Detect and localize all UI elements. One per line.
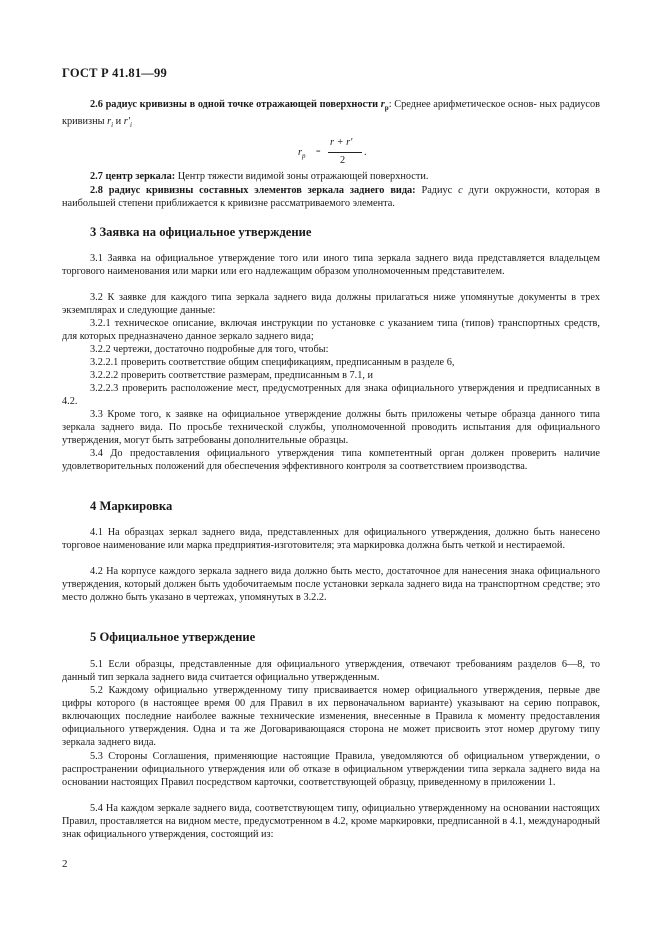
page-number: 2	[62, 858, 68, 870]
paragraph-5-1: 5.1 Если образцы, представленные для официального утверждения, отвечают требованиям разделов 6—8, то данный тип зеркала заднего вида считается официально утвержденным.	[62, 659, 600, 684]
paragraph-3-2-2: 3.2.2 чертежи, достаточно подробные для того, чтобы:	[90, 344, 329, 355]
paragraph-4-1: 4.1 На образцах зеркал заднего вида, представленных для официального утверждения, должно быть нанесено торговое наименование или марка предприятия-изготовителя; эта маркировка должна быть четкой и нестираемой.	[62, 527, 600, 552]
paragraph-5-4: 5.4 На каждом зеркале заднего вида, соответствующем типу, официально утвержденному на основании настоящих Правил, проставляется на видном месте, предусмотренном в 4.2, кроме маркировки, предписанной в 4.1, международный знак официального утверждения, состоящий из:	[62, 803, 600, 841]
fraction-bar	[328, 152, 362, 153]
section-3-heading: 3 Заявка на официальное утверждение	[90, 225, 312, 239]
paragraph-4-2: 4.2 На корпусе каждого зеркала заднего вида должно быть место, достаточное для нанесения знака официального утверждения, который должен быть удобочитаемым после установки зеркала заднего вида на транспортном средстве; это место должно быть указано в чертежах, упомянутых в 3.2.2.	[62, 566, 600, 604]
formula-rp: $r_p$ = r + r' 2 .	[298, 137, 367, 166]
paragraph-3-3: 3.3 Кроме того, к заявке на официальное утверждение должны быть приложены четыре образца данного типа зеркала заднего вида. По просьбе технической службы, уполномоченной проводить испытания для официального утверждения, могут быть затребованы дополнительные образцы.	[62, 409, 600, 447]
symbol-rp: r	[380, 99, 385, 110]
paragraph-3-2-1: 3.2.1 техническое описание, включая инструкции по установке с указанием типа (типов) транспортных средств, для которых предназначено данное зеркало заднего вида;	[62, 318, 600, 343]
term-2-6: 2.6 радиус кривизны в одной точке отражающей поверхности	[90, 99, 379, 110]
paragraph-3-2-2-2: 3.2.2.2 проверить соответствие размерам, предписанным в 7.1, и	[90, 370, 374, 381]
paragraph-2-7: 2.7 центр зеркала: Центр тяжести видимой зоны отражающей поверхности.	[90, 171, 429, 182]
section-4-heading: 4 Маркировка	[90, 499, 173, 513]
paragraph-5-2: 5.2 Каждому официально утвержденному типу присваивается номер официального утверждения, первые две цифры которого (в настоящее время 00 для Правил в их первоначальном варианте) указывают на серию поправок, включающих последние наиболее важные технические изменения, внесенные в Правила к моменту предоставления официального утверждения. Одна и та же Договаривающаяся сторона не может присвоить этот номер другому типу зеркала заднего вида.	[62, 685, 600, 749]
paragraph-3-2-2-1: 3.2.2.1 проверить соответствие общим спецификациям, предписанным в разделе 6,	[90, 357, 455, 368]
section-5-heading: 5 Официальное утверждение	[90, 630, 256, 644]
document-header: ГОСТ Р 41.81—99	[62, 66, 167, 80]
paragraph-3-2: 3.2 К заявке для каждого типа зеркала заднего вида должны прилагаться ниже упомянутые документы в трех экземплярах и следующие данные:	[62, 292, 600, 317]
paragraph-3-2-2-3: 3.2.2.3 проверить расположение мест, предусмотренных для знака официального утверждения и предписанных в 4.2.	[62, 383, 600, 408]
paragraph-3-1: 3.1 Заявка на официальное утверждение того или иного типа зеркала заднего вида представляется владельцем торгового наименования или марки или его надлежащим образом уполномоченным представителем.	[62, 253, 600, 278]
paragraph-5-3: 5.3 Стороны Соглашения, применяющие настоящие Правила, уведомляются об официальном утверждении, о распространении официального утверждения или об отказе в официальном утверждении типа зеркала заднего вида на основании настоящих Правил посредством карточки, соответствующей образцу, приведенному в приложении 1.	[62, 751, 600, 789]
formula-numerator: r + r'	[330, 137, 353, 148]
formula-denominator: 2	[340, 155, 346, 166]
paragraph-2-8: 2.8 радиус кривизны составных элементов зеркала заднего вида: Радиус с дуги окружности, которая в наибольшей степени приближается к кривизне рассматриваемого элемента.	[62, 185, 600, 210]
paragraph-3-4: 3.4 До предоставления официального утверждения типа компетентный орган должен проверить наличие удовлетворительных положений для обеспечения эффективного контроля за соответствием производства.	[62, 448, 600, 473]
paragraph-2-6: 2.6 радиус кривизны в одной точке отражающей поверхности $r_p$: Среднее арифметическое основ- ных радиусов кривизны $r_i$ и $r'_i$	[62, 99, 601, 130]
